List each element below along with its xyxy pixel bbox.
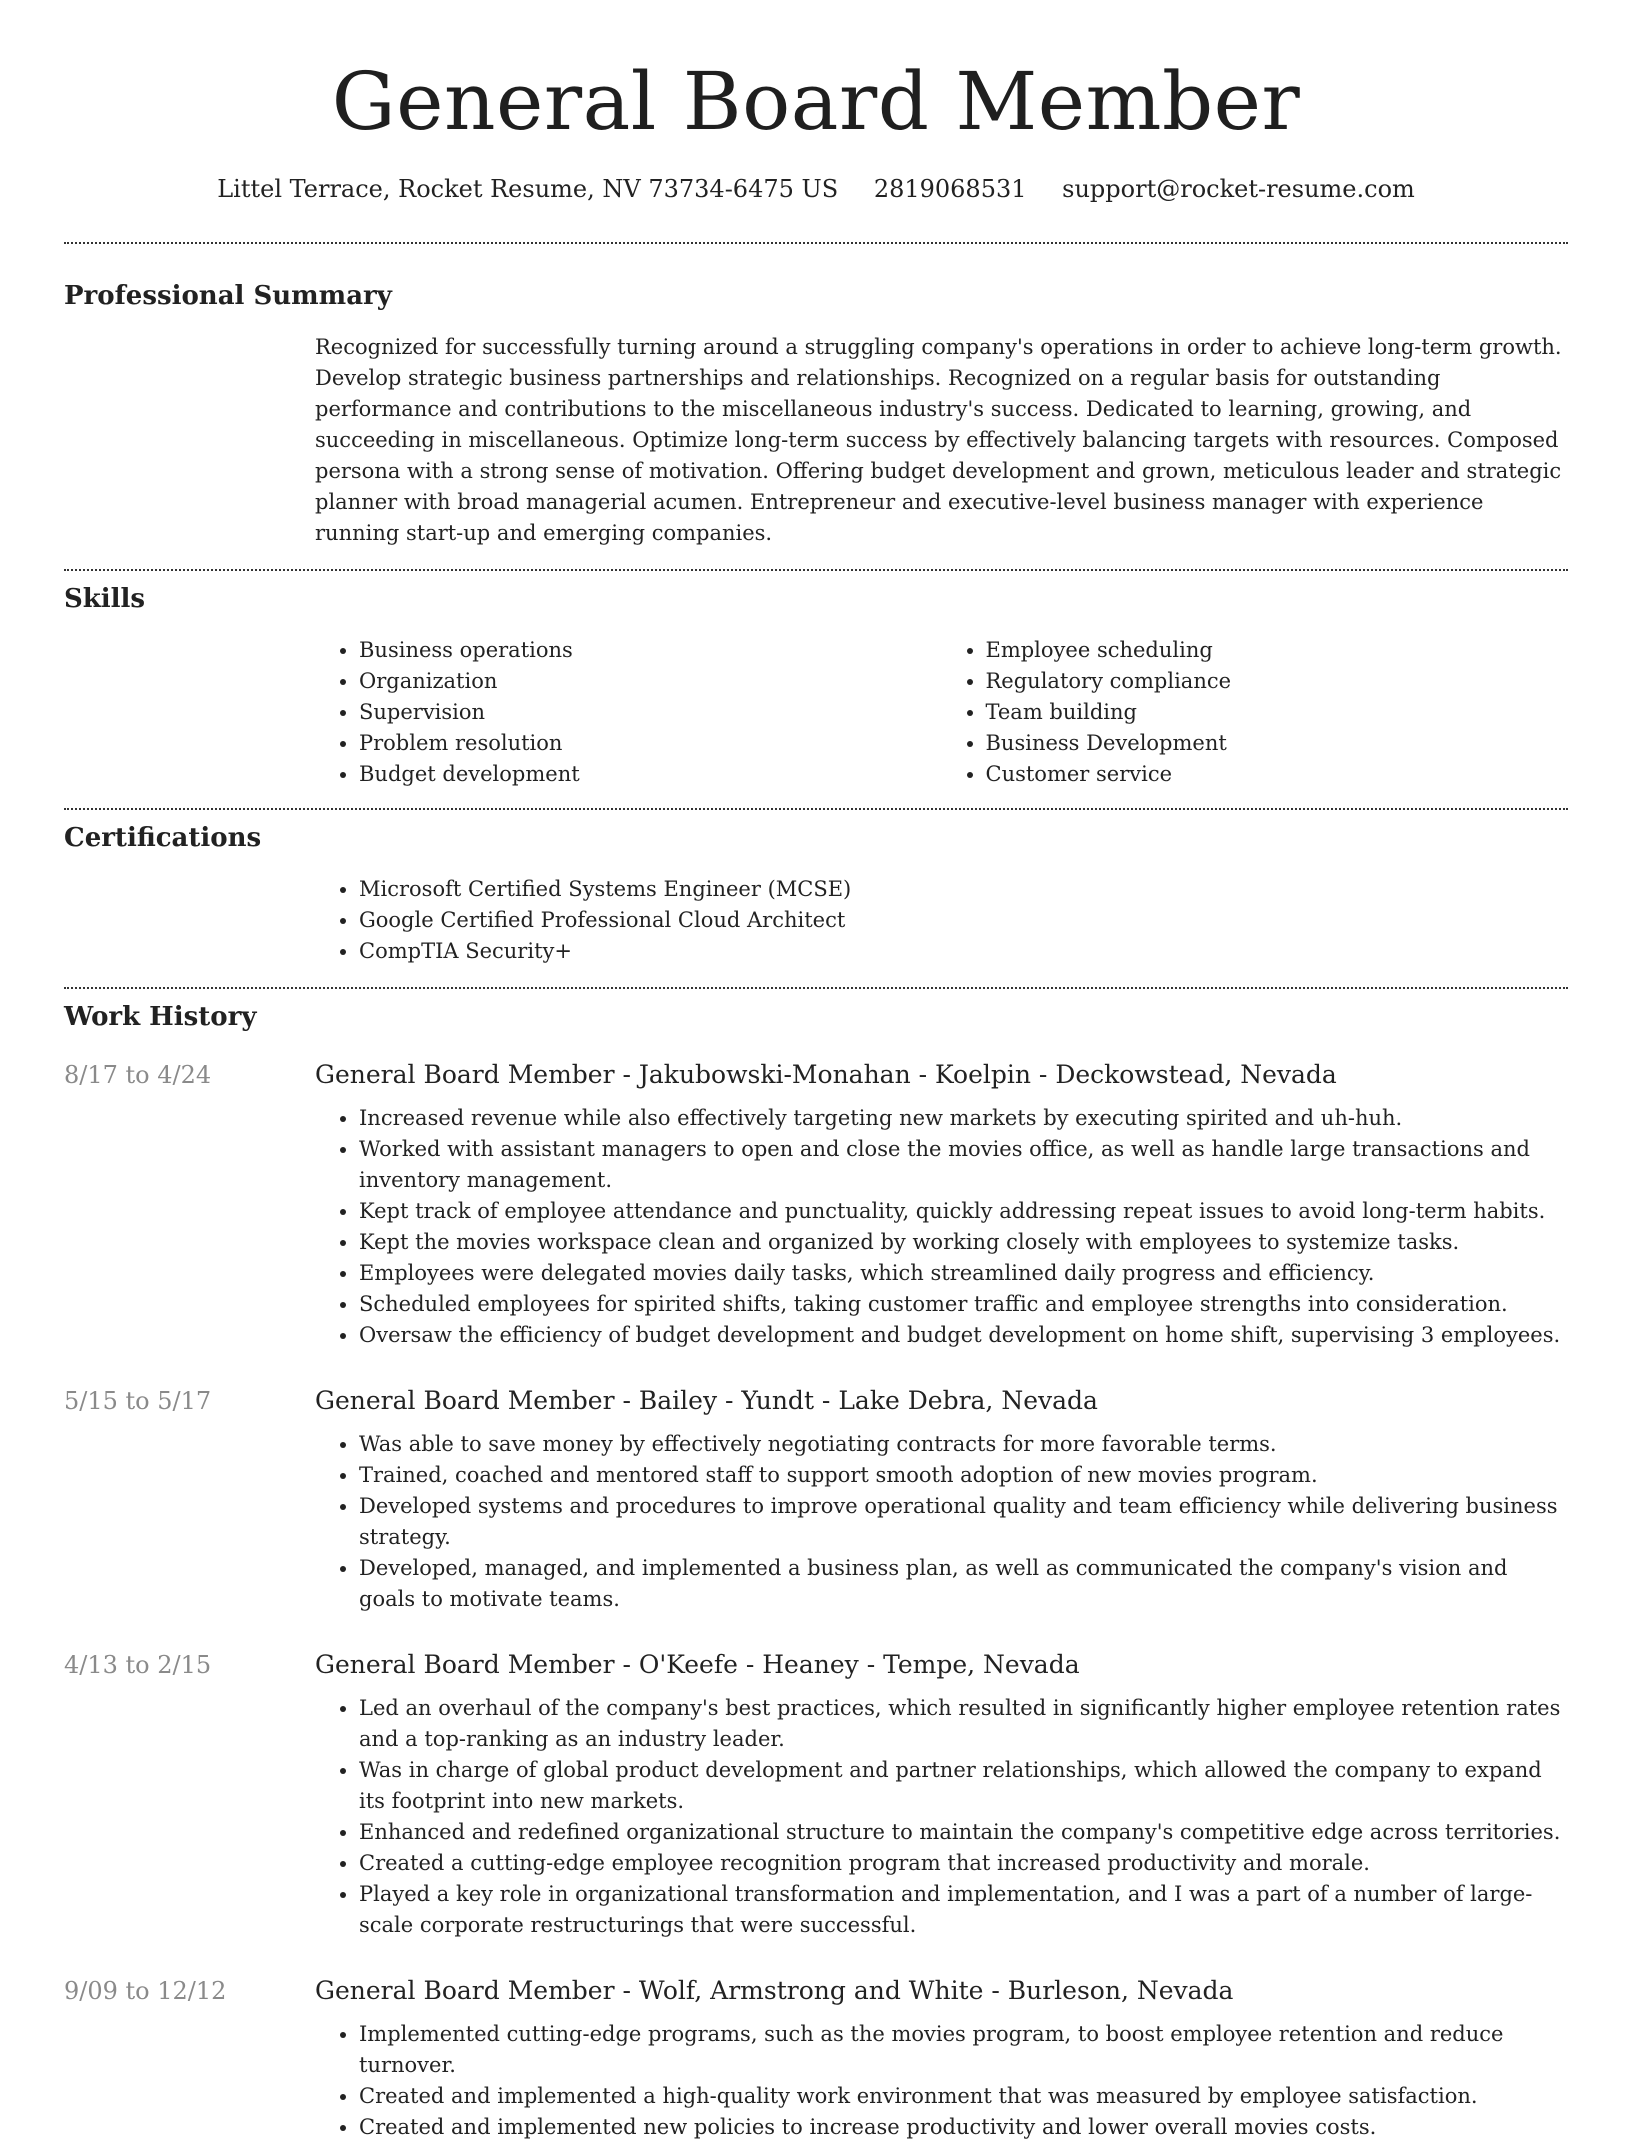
skills-columns [315,635,1568,790]
job-title: General Board Member - O'Keefe - Heaney - Tempe, Nevada [315,1650,1080,1679]
section-title-work-history: Work History [64,1002,257,1032]
job-dates: 5/15 to 5/17 [64,1387,212,1415]
section-divider [64,242,1568,244]
job-bullets [315,1429,1568,1615]
job-bullet: • Created and implemented new policies to increase productivity and lower overall movies costs. [359,2112,1568,2143]
contact-line [64,172,1568,206]
job-bullet: • Created a cutting-edge employee recognition program that increased productivity and morale. [359,1848,1568,1879]
job-bullet: • Implemented cutting-edge programs, such as the movies program, to boost employee retention and reduce turnover. [359,2019,1568,2081]
certifications-list [315,874,1568,967]
skill-item: • Business operations [359,635,942,666]
skill-item: • Regulatory compliance [986,666,1569,697]
contact-address: Littel Terrace, Rocket Resume, NV 73734-6475 US [217,175,839,203]
skill-item: • Problem resolution [359,728,942,759]
job-bullets [315,1693,1568,1941]
resume-name: General Board Member [331,55,1301,148]
job-bullet: • Trained, coached and mentored staff to support smooth adoption of new movies program. [359,1460,1568,1491]
skill-item: • Employee scheduling [986,635,1569,666]
job-entry [64,1973,1568,2143]
section-title-summary: Professional Summary [64,281,392,311]
job-bullets [315,1103,1568,1351]
section-divider [64,808,1568,810]
skills-list-right [942,635,1569,790]
job-bullet: • Kept the movies workspace clean and organized by working closely with employees to systemize tasks. [359,1227,1568,1258]
job-bullet: • Created and implemented a high-quality work environment that was measured by employee satisfaction. [359,2081,1568,2112]
job-bullet: • Was able to save money by effectively negotiating contracts for more favorable terms. [359,1429,1568,1460]
job-entry [64,1383,1568,1615]
summary-section [64,278,1568,549]
skill-item: • Customer service [986,759,1569,790]
job-title: General Board Member - Wolf, Armstrong and White - Burleson, Nevada [315,1976,1234,2005]
section-title-skills: Skills [64,584,146,614]
job-entry [64,1647,1568,1941]
section-divider [64,987,1568,989]
certifications-section [64,820,1568,967]
job-bullet: • Oversaw the efficiency of budget development and budget development on home shift, supervising 3 employees. [359,1320,1568,1351]
section-divider [64,569,1568,571]
work-history-section [64,999,1568,2143]
job-title: General Board Member - Jakubowski-Monahan - Koelpin - Deckowstead, Nevada [315,1060,1337,1089]
skill-item: • Supervision [359,697,942,728]
certification-item: • Google Certified Professional Cloud Architect [359,905,1568,936]
skill-item: • Team building [986,697,1569,728]
job-bullet: • Led an overhaul of the company's best practices, which resulted in significantly higher employee retention rates and a top-ranking as an industry leader. [359,1693,1568,1755]
job-title: General Board Member - Bailey - Yundt - Lake Debra, Nevada [315,1386,1098,1415]
skills-section [64,581,1568,790]
job-entry [64,1057,1568,1351]
job-bullet: • Developed, managed, and implemented a business plan, as well as communicated the company's vision and goals to motivate teams. [359,1553,1568,1615]
job-bullet: • Played a key role in organizational transformation and implementation, and I was a part of a number of large-scale corporate restructurings that were successful. [359,1879,1568,1941]
job-bullet: • Enhanced and redefined organizational structure to maintain the company's competitive edge across territories. [359,1817,1568,1848]
job-bullet: • Developed systems and procedures to improve operational quality and team efficiency while delivering business strategy. [359,1491,1568,1553]
job-dates: 8/17 to 4/24 [64,1061,212,1089]
job-bullet: • Employees were delegated movies daily tasks, which streamlined daily progress and efficiency. [359,1258,1568,1289]
job-bullet: • Was in charge of global product development and partner relationships, which allowed the company to expand its footprint into new markets. [359,1755,1568,1817]
job-dates: 4/13 to 2/15 [64,1651,212,1679]
skill-item: • Budget development [359,759,942,790]
section-title-certifications: Certifications [64,823,262,853]
job-bullets [315,2019,1568,2143]
contact-email: support@rocket-resume.com [1062,175,1415,203]
skill-item: • Organization [359,666,942,697]
contact-phone: 2819068531 [873,175,1027,203]
job-bullet: • Worked with assistant managers to open and close the movies office, as well as handle large transactions and inventory management. [359,1134,1568,1196]
job-bullet: • Increased revenue while also effectively targeting new markets by executing spirited and uh-huh. [359,1103,1568,1134]
summary-text: Recognized for successfully turning around a struggling company's operations in order to achieve long-term growth. Develop strategic business partnerships and relationships. Recognized on a regular basis for outstanding performance and contributions to the miscellaneous industry's success. Dedicated to learning, growing, and succeeding in miscellaneous. Optimize long-term success by effectively balancing targets with resources. Composed persona with a strong sense of motivation. Offering budget development and grown, meticulous leader and strategic planner with broad managerial acumen. Entrepreneur and executive-level business manager with experience running start-up and emerging companies. [315,335,1562,545]
job-bullet: • Kept track of employee attendance and punctuality, quickly addressing repeat issues to avoid long-term habits. [359,1196,1568,1227]
skill-item: • Business Development [986,728,1569,759]
certification-item: • Microsoft Certified Systems Engineer (MCSE) [359,874,1568,905]
skills-list-left [315,635,942,790]
certification-item: • CompTIA Security+ [359,936,1568,967]
job-dates: 9/09 to 12/12 [64,1977,227,2005]
job-bullet: • Scheduled employees for spirited shifts, taking customer traffic and employee strengths into consideration. [359,1289,1568,1320]
